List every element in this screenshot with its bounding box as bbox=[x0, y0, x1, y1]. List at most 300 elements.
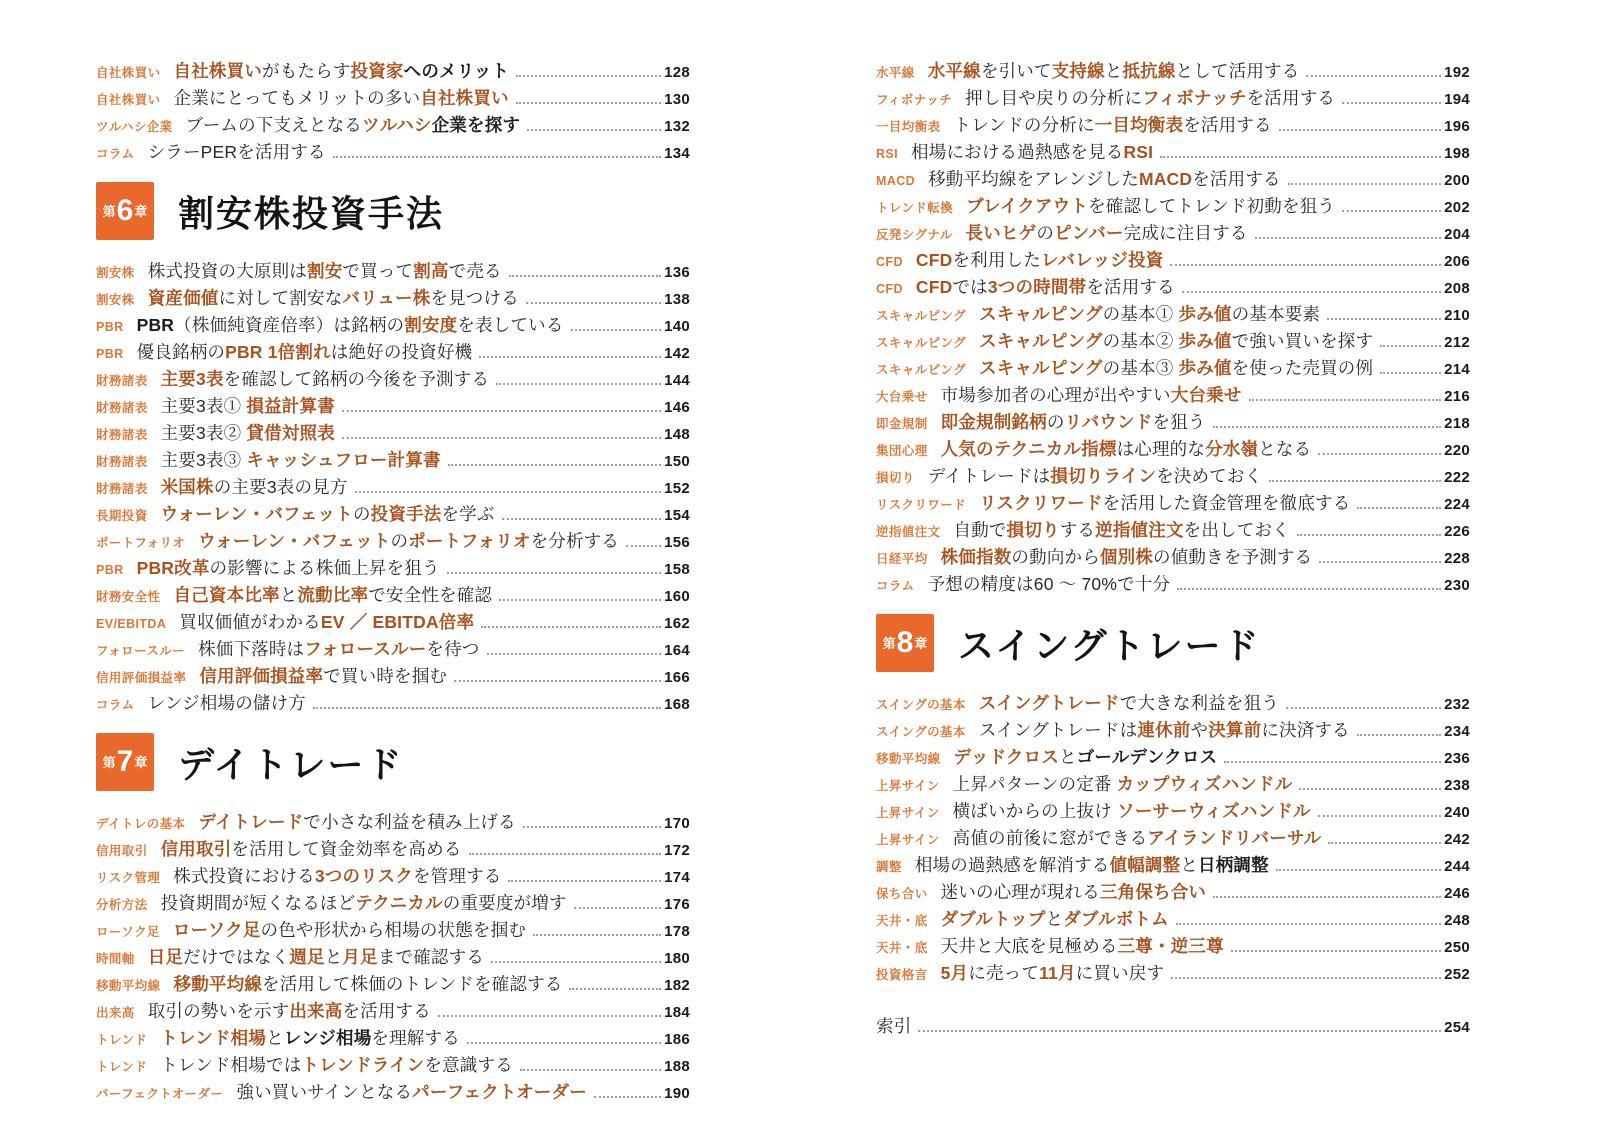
toc-entry bbox=[96, 555, 690, 582]
entry-title bbox=[137, 312, 564, 337]
entry-title-segment: 押し目や戻りの分析に bbox=[965, 88, 1143, 108]
entry-title-segment: 投資手法 bbox=[370, 504, 442, 524]
dot-leader bbox=[594, 1095, 661, 1098]
entry-title bbox=[173, 917, 526, 942]
dot-leader bbox=[438, 1014, 661, 1017]
entry-title bbox=[161, 420, 335, 445]
entry-label: 大台乗せ bbox=[876, 390, 928, 404]
entry-label: 財務諸表 bbox=[96, 482, 148, 496]
toc-entry bbox=[876, 85, 1470, 112]
entry-title-segment: を活用する bbox=[1183, 115, 1272, 135]
entry-title bbox=[941, 544, 1313, 569]
entry-page-number: 156 bbox=[664, 534, 690, 551]
entry-title-segment: の bbox=[390, 531, 409, 551]
toc-entry bbox=[96, 285, 690, 312]
entry-label: ローソク足 bbox=[96, 925, 160, 939]
entry-title-segment: する bbox=[1059, 520, 1096, 540]
entry-label: 反発シグナル bbox=[876, 228, 953, 242]
entry-label: 長期投資 bbox=[96, 509, 148, 523]
entry-page-number: 178 bbox=[664, 923, 690, 940]
entry-title-segment: 自社株買い bbox=[173, 61, 263, 81]
entry-title bbox=[174, 85, 509, 110]
entry-label: スイングの基本 bbox=[876, 698, 966, 712]
entry-page-number: 152 bbox=[664, 480, 690, 497]
entry-page-number: 228 bbox=[1444, 550, 1470, 567]
entry-page-number: 150 bbox=[664, 453, 690, 470]
entry-page-number: 174 bbox=[664, 869, 690, 886]
entry-title-segment: MACD bbox=[1138, 169, 1193, 189]
toc-entry bbox=[96, 1025, 690, 1052]
dot-leader bbox=[447, 571, 661, 574]
toc-entry bbox=[96, 609, 690, 636]
entry-label: 移動平均線 bbox=[876, 752, 941, 766]
dot-leader bbox=[1342, 101, 1441, 104]
dot-leader bbox=[342, 436, 661, 439]
dot-leader bbox=[496, 382, 661, 385]
entry-label: 財務諸表 bbox=[96, 374, 148, 388]
dot-leader bbox=[1170, 263, 1441, 266]
entry-title-segment: 月足 bbox=[342, 947, 378, 967]
entry-title bbox=[979, 717, 1350, 742]
entry-title-segment: 支持線 bbox=[1051, 61, 1105, 81]
entry-page-number: 182 bbox=[664, 977, 690, 994]
entry-page-number: 200 bbox=[1444, 172, 1470, 189]
entry-title-segment: 出来高 bbox=[289, 1001, 343, 1021]
chapter-badge bbox=[96, 182, 154, 240]
entry-title-segment: 割安度 bbox=[404, 315, 458, 335]
chapter-title: スイングトレード bbox=[958, 624, 1261, 666]
toc-entry bbox=[876, 544, 1470, 571]
entry-page-number: 168 bbox=[664, 696, 690, 713]
entry-page-number: 136 bbox=[664, 264, 690, 281]
dot-leader bbox=[1255, 236, 1442, 239]
entry-page-number: 172 bbox=[664, 842, 690, 859]
entry-label: 調整 bbox=[876, 860, 902, 874]
entry-label: PBR bbox=[96, 320, 124, 334]
toc-entry bbox=[96, 501, 690, 528]
entry-title-segment: スイングトレードは bbox=[978, 720, 1138, 740]
dot-leader bbox=[1213, 895, 1441, 898]
entry-page-number: 170 bbox=[664, 815, 690, 832]
toc-entry bbox=[96, 58, 690, 85]
entry-title-segment: へのメリット bbox=[403, 61, 510, 81]
entry-label: CFD bbox=[876, 282, 903, 296]
entry-label: 財務諸表 bbox=[96, 428, 148, 442]
entry-title-segment: 企業にとってもメリットの多い bbox=[173, 88, 421, 108]
entry-title-segment: で大きな利益を狙う bbox=[1119, 693, 1280, 713]
entry-title bbox=[941, 382, 1242, 407]
entry-title-segment: 迷いの心理が現れる bbox=[940, 882, 1100, 902]
entry-title-segment: 値幅調整 bbox=[1109, 855, 1181, 875]
entry-label: 集団心理 bbox=[876, 444, 928, 458]
entry-title-segment: 企業を探す bbox=[431, 115, 521, 135]
toc-entry bbox=[96, 474, 690, 501]
entry-title-segment: 損切りライン bbox=[1050, 466, 1157, 486]
entry-title-segment: を分析する bbox=[530, 531, 620, 551]
entry-page-number: 138 bbox=[664, 291, 690, 308]
entry-title-segment: トレンド相場 bbox=[160, 1028, 267, 1048]
toc-entry bbox=[876, 247, 1470, 274]
entry-title bbox=[928, 571, 1171, 596]
entry-title bbox=[941, 879, 1207, 904]
dot-leader bbox=[1276, 868, 1441, 871]
entry-title-segment: 個別株 bbox=[1099, 547, 1154, 567]
dot-leader bbox=[1286, 706, 1441, 709]
toc-entry bbox=[876, 409, 1470, 436]
entry-title bbox=[173, 863, 501, 888]
entry-title bbox=[198, 528, 619, 553]
entry-label: ツルハシ企業 bbox=[96, 120, 173, 134]
dot-leader bbox=[1380, 371, 1441, 374]
entry-title bbox=[979, 301, 1320, 326]
toc-entry bbox=[876, 771, 1470, 798]
toc-entry bbox=[876, 906, 1470, 933]
entry-title-segment: PBR改革 bbox=[136, 558, 210, 578]
toc-entry bbox=[876, 879, 1470, 906]
entry-page-number: 214 bbox=[1444, 361, 1470, 378]
entry-title-segment: テクニカル bbox=[355, 893, 443, 913]
entry-page-number: 160 bbox=[664, 588, 690, 605]
toc-entry bbox=[876, 517, 1470, 544]
toc-entry bbox=[876, 933, 1470, 960]
chapter-number: 8 bbox=[896, 626, 914, 659]
entry-page-number: 140 bbox=[664, 318, 690, 335]
dot-leader bbox=[1357, 733, 1441, 736]
toc-entry bbox=[876, 355, 1470, 382]
entry-title-segment: 連休前 bbox=[1137, 720, 1191, 740]
toc-entry bbox=[96, 393, 690, 420]
toc-entry bbox=[96, 944, 690, 971]
dot-leader bbox=[1328, 841, 1441, 844]
toc-entry bbox=[876, 274, 1470, 301]
dot-leader bbox=[448, 463, 661, 466]
entry-title-segment: を活用する bbox=[1246, 88, 1336, 108]
toc-entry bbox=[96, 690, 690, 717]
entry-page-number: 218 bbox=[1444, 415, 1470, 432]
entry-title bbox=[179, 609, 474, 634]
entry-title-segment: を決めておく bbox=[1156, 466, 1263, 486]
entry-title-segment: の基本② bbox=[1102, 331, 1179, 351]
entry-title-segment: 長いヒゲ bbox=[965, 223, 1037, 243]
entry-page-number: 166 bbox=[664, 669, 690, 686]
toc-entry bbox=[96, 420, 690, 447]
entry-page-number: 176 bbox=[664, 896, 690, 913]
chapter-number: 6 bbox=[116, 194, 134, 227]
dot-leader bbox=[481, 625, 661, 628]
entry-title-segment: 株価指数 bbox=[940, 547, 1012, 567]
entry-title-segment: や bbox=[1190, 720, 1209, 740]
entry-title-segment: に対して割安な bbox=[218, 288, 343, 308]
entry-title-segment: 主要3表③ bbox=[160, 450, 247, 470]
entry-title-segment: の影響による株価上昇を狙う bbox=[209, 558, 440, 578]
entry-title-segment: の値動きを予測する bbox=[1153, 547, 1313, 567]
entry-title-segment: トレンド相場では bbox=[160, 1055, 302, 1075]
toc-entry bbox=[876, 960, 1470, 987]
entry-title-segment: 割安 bbox=[307, 261, 343, 281]
dot-leader bbox=[467, 1041, 661, 1044]
entry-label: 割安株 bbox=[96, 293, 135, 307]
entry-title bbox=[161, 393, 335, 418]
toc-entry bbox=[96, 258, 690, 285]
entry-title-segment: PBR 1倍割れ bbox=[225, 342, 331, 362]
dot-leader bbox=[574, 906, 661, 909]
entry-title-segment: 優良銘柄の bbox=[136, 342, 226, 362]
entry-title-segment: ローソク足 bbox=[172, 920, 261, 940]
entry-page-number: 244 bbox=[1444, 858, 1470, 875]
entry-title-segment: ソーサーウィズハンドル bbox=[1117, 801, 1311, 821]
entry-title-segment: を意識する bbox=[424, 1055, 513, 1075]
entry-title bbox=[979, 355, 1373, 380]
entry-title-segment: 移動平均線をアレンジした bbox=[928, 169, 1139, 189]
entry-title-segment: トレンドライン bbox=[301, 1055, 425, 1075]
entry-label: コラム bbox=[96, 698, 135, 712]
entry-title-segment: カップウィズハンドル bbox=[1116, 774, 1293, 794]
entry-title-segment: スキャルピング bbox=[979, 304, 1103, 324]
entry-title bbox=[161, 474, 348, 499]
entry-title-segment: を学ぶ bbox=[441, 504, 495, 524]
dot-leader bbox=[454, 679, 661, 682]
entry-title bbox=[137, 339, 473, 364]
entry-label: 上昇サイン bbox=[876, 806, 940, 820]
entry-title-segment: デイトレードは bbox=[927, 466, 1051, 486]
entry-title bbox=[161, 890, 567, 915]
entry-title-segment: となる bbox=[1258, 439, 1312, 459]
entry-label: フォロースルー bbox=[96, 644, 186, 658]
entry-label: 財務安全性 bbox=[96, 590, 161, 604]
entry-page-number: 246 bbox=[1444, 885, 1470, 902]
entry-page-number: 208 bbox=[1444, 280, 1470, 297]
dot-leader bbox=[1306, 74, 1441, 77]
entry-title-segment: 株式投資の大原則は bbox=[147, 261, 308, 281]
entry-title-segment: は絶好の投資好機 bbox=[330, 342, 473, 362]
entry-title bbox=[965, 85, 1335, 110]
entry-title bbox=[928, 463, 1263, 488]
entry-title-segment: 投資家 bbox=[350, 61, 404, 81]
chapter-badge-prefix: 第 bbox=[882, 635, 896, 651]
dot-leader bbox=[1299, 787, 1441, 790]
dot-leader bbox=[1177, 587, 1441, 590]
entry-title-segment: デッドクロス bbox=[953, 747, 1060, 767]
entry-title-segment: EV ／ EBITDA倍率 bbox=[320, 612, 475, 632]
toc-entry bbox=[876, 744, 1470, 771]
entry-title-segment: 自己資本比率 bbox=[173, 585, 280, 605]
entry-title-segment: 相場の過熱感を解消する bbox=[914, 855, 1110, 875]
dot-leader bbox=[1297, 533, 1441, 536]
toc-entry bbox=[876, 382, 1470, 409]
entry-title-segment: と bbox=[279, 585, 298, 605]
entry-title-segment: 貸借対照表 bbox=[246, 423, 335, 443]
entry-label: EV/EBITDA bbox=[96, 617, 167, 631]
entry-title-segment: ピンバー bbox=[1054, 223, 1124, 243]
entry-title bbox=[236, 1079, 587, 1104]
entry-page-number: 158 bbox=[664, 561, 690, 578]
entry-title-segment: 米国株 bbox=[160, 477, 214, 497]
entry-title-segment: デイトレード bbox=[198, 812, 304, 832]
entry-label: スキャルピング bbox=[876, 336, 967, 350]
entry-title-segment: に売って bbox=[968, 963, 1040, 983]
entry-title-segment: ツルハシ bbox=[362, 115, 432, 135]
entry-page-number: 252 bbox=[1444, 966, 1470, 983]
entry-title-segment: 歩み値 bbox=[1178, 304, 1232, 324]
entry-title bbox=[941, 933, 1224, 958]
entry-title-segment: 即金規制銘柄 bbox=[940, 412, 1047, 432]
entry-title bbox=[941, 409, 1206, 434]
toc-entry bbox=[96, 339, 690, 366]
entry-title-segment: 割高 bbox=[413, 261, 449, 281]
dot-leader bbox=[313, 706, 661, 709]
entry-page-number: 196 bbox=[1444, 118, 1470, 135]
entry-title bbox=[148, 285, 519, 310]
toc-entry bbox=[96, 836, 690, 863]
entry-title-segment: を使った売買の例 bbox=[1231, 358, 1374, 378]
entry-title-segment: レバレッジ投資 bbox=[1040, 250, 1164, 270]
entry-label: リスク管理 bbox=[96, 871, 161, 885]
entry-page-number: 194 bbox=[1444, 91, 1470, 108]
toc-entry bbox=[96, 890, 690, 917]
entry-title-segment: を引いて bbox=[980, 61, 1052, 81]
entry-label: リスクリワード bbox=[876, 498, 967, 512]
entry-title bbox=[161, 366, 490, 391]
entry-title-segment: で買い時を掴む bbox=[323, 666, 448, 686]
entry-page-number: 142 bbox=[664, 345, 690, 362]
entry-page-number: 206 bbox=[1444, 253, 1470, 270]
entry-title-segment: 一目均衡表 bbox=[1094, 115, 1184, 135]
entry-title-segment: として活用する bbox=[1175, 61, 1300, 81]
entry-page-number: 226 bbox=[1444, 523, 1470, 540]
entry-title bbox=[941, 906, 1169, 931]
entry-title-segment: の bbox=[1046, 412, 1065, 432]
entry-title bbox=[174, 58, 510, 83]
toc-entry bbox=[876, 301, 1470, 328]
entry-title bbox=[953, 771, 1293, 796]
entry-page-number: 132 bbox=[664, 118, 690, 135]
entry-title-segment: ポートフォリオ bbox=[408, 531, 531, 551]
entry-title-segment: の基本③ bbox=[1102, 358, 1179, 378]
entry-label: 出来高 bbox=[96, 1006, 135, 1020]
dot-leader bbox=[1327, 317, 1441, 320]
entry-title-segment: 5月 bbox=[940, 963, 969, 983]
entry-title-segment: の基本① bbox=[1102, 304, 1179, 324]
toc-entry bbox=[96, 447, 690, 474]
toc-column-left bbox=[96, 58, 690, 1106]
entry-page-number: 238 bbox=[1444, 777, 1470, 794]
entry-title-segment: RSI bbox=[1123, 142, 1154, 162]
toc-entry bbox=[96, 863, 690, 890]
dot-leader bbox=[533, 933, 661, 936]
entry-title bbox=[161, 447, 441, 472]
entry-title-segment: 予想の精度は60 ～ 70%で十分 bbox=[927, 574, 1171, 594]
chapter-number: 7 bbox=[116, 745, 134, 778]
entry-title bbox=[953, 825, 1322, 850]
toc-entry bbox=[876, 690, 1470, 717]
dot-leader bbox=[502, 517, 661, 520]
entry-title-segment: を確認してトレンド初動を狙う bbox=[1088, 196, 1336, 216]
entry-page-number: 232 bbox=[1444, 696, 1470, 713]
entry-page-number: 144 bbox=[664, 372, 690, 389]
entry-title-segment: を活用する bbox=[1192, 169, 1281, 189]
entry-page-number: 254 bbox=[1444, 1019, 1470, 1036]
entry-title bbox=[198, 809, 515, 834]
toc-entry bbox=[876, 1013, 1470, 1040]
entry-title-segment: 決算前 bbox=[1208, 720, 1262, 740]
dot-leader bbox=[1269, 479, 1441, 482]
entry-page-number: 198 bbox=[1444, 145, 1470, 162]
entry-title-segment: 取引の勢いを示す bbox=[147, 1001, 290, 1021]
toc-entry bbox=[96, 809, 690, 836]
dot-leader bbox=[527, 128, 661, 131]
entry-page-number: 250 bbox=[1444, 939, 1470, 956]
entry-title-segment: を利用した bbox=[952, 250, 1041, 270]
toc-entry bbox=[96, 312, 690, 339]
entry-title-segment: 11月 bbox=[1039, 963, 1076, 983]
toc-entry bbox=[96, 663, 690, 690]
toc-entry bbox=[876, 193, 1470, 220]
toc-entry bbox=[876, 825, 1470, 852]
dot-leader bbox=[1249, 398, 1442, 401]
entry-title-segment: 完成に注目する bbox=[1123, 223, 1248, 243]
entry-title-segment: トレンドの分析に bbox=[953, 115, 1095, 135]
dot-leader bbox=[1171, 976, 1441, 979]
entry-title-segment: レンジ相場 bbox=[283, 1028, 372, 1048]
entry-title-segment: 3つの時間帯 bbox=[987, 277, 1087, 297]
entry-title-segment: ダブルトップ bbox=[940, 909, 1046, 929]
entry-label: トレンド bbox=[96, 1060, 148, 1074]
entry-page-number: 146 bbox=[664, 399, 690, 416]
entry-title-segment: PBR bbox=[136, 315, 175, 335]
entry-title-segment: スキャルピング bbox=[979, 331, 1103, 351]
entry-title-segment: の基本要素 bbox=[1231, 304, 1321, 324]
entry-title-segment: 投資期間が短くなるほど bbox=[160, 893, 356, 913]
entry-label: スイングの基本 bbox=[876, 725, 966, 739]
toc-entry bbox=[876, 166, 1470, 193]
entry-title-segment: と bbox=[1180, 855, 1199, 875]
entry-title-segment: で安全性を確認 bbox=[368, 585, 493, 605]
entry-label: 時間軸 bbox=[96, 952, 135, 966]
entry-title bbox=[954, 744, 1218, 769]
dot-leader bbox=[1288, 182, 1441, 185]
dot-leader bbox=[626, 544, 661, 547]
chapter-heading bbox=[876, 614, 1470, 672]
entry-title-segment: CFD bbox=[915, 277, 953, 297]
toc-entry bbox=[876, 463, 1470, 490]
entry-page-number: 130 bbox=[664, 91, 690, 108]
chapter-title: 割安株投資手法 bbox=[178, 192, 445, 234]
entry-title-segment: 分水嶺 bbox=[1205, 439, 1259, 459]
dot-leader bbox=[1213, 425, 1441, 428]
dot-leader bbox=[918, 1029, 1441, 1032]
toc-entry bbox=[876, 436, 1470, 463]
entry-page-number: 204 bbox=[1444, 226, 1470, 243]
dot-leader bbox=[516, 101, 661, 104]
entry-page-number: 190 bbox=[664, 1085, 690, 1102]
entry-title-segment: は心理的な bbox=[1116, 439, 1206, 459]
entry-page-number: 184 bbox=[664, 1004, 690, 1021]
dot-leader bbox=[491, 960, 661, 963]
entry-title-segment: 日足 bbox=[147, 947, 184, 967]
entry-label: ポートフォリオ bbox=[96, 536, 186, 550]
entry-label: パーフェクトオーダー bbox=[96, 1087, 224, 1101]
entry-label: 日経平均 bbox=[876, 552, 928, 566]
dot-leader bbox=[1182, 290, 1441, 293]
entry-title-segment: ダブルボトム bbox=[1063, 909, 1169, 929]
dot-leader bbox=[355, 490, 662, 493]
entry-label: トレンド bbox=[96, 1033, 148, 1047]
entry-title bbox=[148, 690, 306, 715]
chapter-heading bbox=[96, 182, 690, 240]
entry-title-segment: では bbox=[952, 277, 988, 297]
entry-page-number: 188 bbox=[664, 1058, 690, 1075]
entry-title-segment: で小さな利益を積み上げる bbox=[303, 812, 516, 832]
